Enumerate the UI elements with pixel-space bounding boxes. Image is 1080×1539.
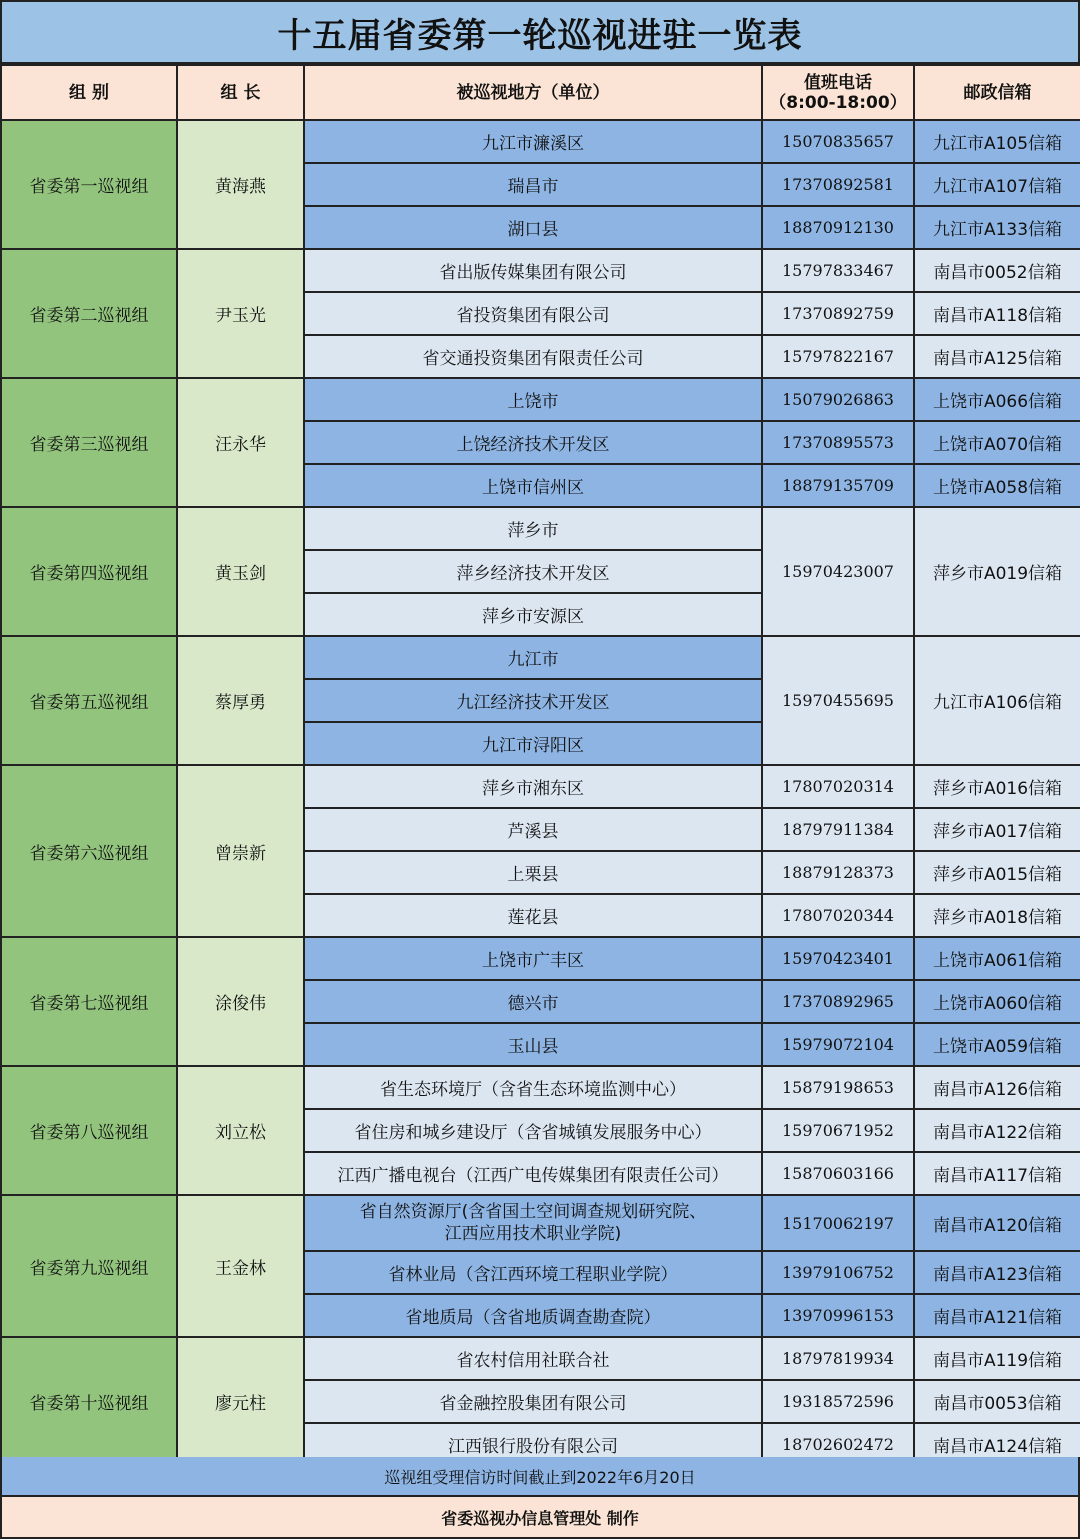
- table-row: [1, 507, 1080, 550]
- inspected-unit: [304, 120, 762, 163]
- postal-box: 萍乡市A016信箱: [914, 765, 1080, 808]
- postal-box: 萍乡市A019信箱: [914, 507, 1080, 636]
- inspected-unit: [304, 378, 762, 421]
- group-leader: 涂俊伟: [177, 937, 304, 1066]
- group-name: 省委第二巡视组: [1, 249, 177, 378]
- inspected-unit: [304, 808, 762, 851]
- page-title: 十五届省委第一轮巡视进驻一览表: [0, 0, 1080, 64]
- table-row: [1, 765, 1080, 808]
- inspected-unit-text: 九江市濂溪区: [482, 134, 584, 154]
- duty-phone: 15970671952: [762, 1109, 914, 1152]
- table-row: [1, 937, 1080, 980]
- inspected-unit-text: 瑞昌市: [507, 177, 559, 197]
- postal-box: 南昌市A121信箱: [914, 1294, 1080, 1337]
- inspected-unit-text: 九江经济技术开发区: [456, 693, 610, 713]
- table-row: [1, 249, 1080, 292]
- postal-box: 上饶市A060信箱: [914, 980, 1080, 1023]
- header-phone: [762, 65, 914, 120]
- table-row: [1, 378, 1080, 421]
- duty-phone: 15797833467: [762, 249, 914, 292]
- postal-box: 萍乡市A017信箱: [914, 808, 1080, 851]
- inspected-unit-text: 萍乡市湘东区: [482, 779, 584, 799]
- inspection-table: [0, 64, 1080, 1467]
- duty-phone: 18797911384: [762, 808, 914, 851]
- inspected-unit: [304, 1337, 762, 1380]
- inspected-unit-text: 上饶经济技术开发区: [456, 435, 610, 455]
- group-name: 省委第十巡视组: [1, 1337, 177, 1466]
- inspected-unit: [304, 335, 762, 378]
- inspected-unit-text-line2: 江西应用技术职业学院): [444, 1224, 622, 1244]
- group-leader: 黄海燕: [177, 120, 304, 249]
- duty-phone: 15970423007: [762, 507, 914, 636]
- postal-box: 南昌市0052信箱: [914, 249, 1080, 292]
- table-row: [1, 1066, 1080, 1109]
- duty-phone: 17370892759: [762, 292, 914, 335]
- duty-phone: 15870603166: [762, 1152, 914, 1195]
- duty-phone: 15970455695: [762, 636, 914, 765]
- inspected-unit: [304, 679, 762, 722]
- postal-box: 萍乡市A015信箱: [914, 851, 1080, 894]
- inspected-unit: [304, 894, 762, 937]
- inspected-unit: [304, 722, 762, 765]
- group-name: 省委第五巡视组: [1, 636, 177, 765]
- group-leader: 王金林: [177, 1195, 304, 1337]
- postal-box: 南昌市A123信箱: [914, 1251, 1080, 1294]
- inspected-unit-text: 上饶市信州区: [482, 478, 584, 498]
- inspected-unit-text: 萍乡经济技术开发区: [456, 564, 610, 584]
- group-name: 省委第六巡视组: [1, 765, 177, 937]
- inspected-unit: [304, 550, 762, 593]
- duty-phone: 15879198653: [762, 1066, 914, 1109]
- inspected-unit-text: 莲花县: [507, 908, 559, 928]
- inspected-unit: [304, 1152, 762, 1195]
- inspected-unit-text: 省自然资源厅(含省国土空间调查规划研究院、: [359, 1202, 707, 1222]
- inspected-unit-text: 省交通投资集团有限责任公司: [422, 349, 644, 369]
- inspected-unit: [304, 937, 762, 980]
- inspected-unit: [304, 1066, 762, 1109]
- inspected-unit-text: 江西银行股份有限公司: [448, 1437, 618, 1457]
- table-row: [1, 1195, 1080, 1251]
- postal-box: 南昌市A117信箱: [914, 1152, 1080, 1195]
- inspected-unit: [304, 636, 762, 679]
- group-leader: 汪永华: [177, 378, 304, 507]
- group-name: 省委第四巡视组: [1, 507, 177, 636]
- postal-box: 九江市A106信箱: [914, 636, 1080, 765]
- postal-box: 九江市A133信箱: [914, 206, 1080, 249]
- header-box: 邮政信箱: [914, 65, 1080, 120]
- inspected-unit: [304, 1251, 762, 1294]
- postal-box: 九江市A107信箱: [914, 163, 1080, 206]
- inspected-unit: [304, 163, 762, 206]
- inspected-unit: [304, 765, 762, 808]
- postal-box: 九江市A105信箱: [914, 120, 1080, 163]
- header-row: [1, 65, 1080, 120]
- postal-box: 上饶市A059信箱: [914, 1023, 1080, 1066]
- inspected-unit: [304, 1195, 762, 1251]
- header-phone-line2: （8:00-18:00）: [769, 92, 907, 113]
- group-name: 省委第一巡视组: [1, 120, 177, 249]
- postal-box: 南昌市0053信箱: [914, 1380, 1080, 1423]
- duty-phone: 13970996153: [762, 1294, 914, 1337]
- deadline-note: 巡视组受理信访时间截止到2022年6月20日: [0, 1457, 1080, 1497]
- inspected-unit: [304, 1023, 762, 1066]
- inspected-unit-text: 上栗县: [507, 865, 559, 885]
- duty-phone: 17370892965: [762, 980, 914, 1023]
- duty-phone: 15170062197: [762, 1195, 914, 1251]
- header-unit: 被巡视地方（单位）: [304, 65, 762, 120]
- duty-phone: 15070835657: [762, 120, 914, 163]
- group-name: 省委第三巡视组: [1, 378, 177, 507]
- postal-box: 南昌市A126信箱: [914, 1066, 1080, 1109]
- duty-phone: 18879135709: [762, 464, 914, 507]
- postal-box: 南昌市A118信箱: [914, 292, 1080, 335]
- inspected-unit-text: 萍乡市安源区: [482, 607, 584, 627]
- postal-box: 南昌市A119信箱: [914, 1337, 1080, 1380]
- duty-phone: 15970423401: [762, 937, 914, 980]
- postal-box: 上饶市A061信箱: [914, 937, 1080, 980]
- duty-phone: 18870912130: [762, 206, 914, 249]
- inspected-unit: [304, 249, 762, 292]
- inspected-unit-text: 省出版传媒集团有限公司: [439, 263, 627, 283]
- maker-credit: 省委巡视办信息管理处 制作: [0, 1497, 1080, 1539]
- inspected-unit: [304, 851, 762, 894]
- inspected-unit-text: 上饶市: [507, 392, 559, 412]
- header-phone-line1: 值班电话: [804, 72, 872, 93]
- inspected-unit-text: 省生态环境厅（含省生态环境监测中心）: [380, 1080, 686, 1100]
- header-group: 组 别: [1, 65, 177, 120]
- inspected-unit-text: 省投资集团有限公司: [456, 306, 610, 326]
- postal-box: 南昌市A120信箱: [914, 1195, 1080, 1251]
- group-name: 省委第九巡视组: [1, 1195, 177, 1337]
- group-name: 省委第七巡视组: [1, 937, 177, 1066]
- inspected-unit-text: 省林业局（含江西环境工程职业学院）: [388, 1265, 678, 1285]
- postal-box: 萍乡市A018信箱: [914, 894, 1080, 937]
- postal-box: 上饶市A070信箱: [914, 421, 1080, 464]
- inspected-unit: [304, 1380, 762, 1423]
- table-body: [1, 120, 1080, 1466]
- inspected-unit-text: 省地质局（含省地质调查勘查院）: [405, 1308, 661, 1328]
- duty-phone: 15979072104: [762, 1023, 914, 1066]
- group-leader: 廖元柱: [177, 1337, 304, 1466]
- inspected-unit: [304, 1294, 762, 1337]
- postal-box: 上饶市A058信箱: [914, 464, 1080, 507]
- inspected-unit-text: 省金融控股集团有限公司: [439, 1394, 627, 1414]
- postal-box: 南昌市A125信箱: [914, 335, 1080, 378]
- inspected-unit: [304, 421, 762, 464]
- inspected-unit: [304, 206, 762, 249]
- group-leader: 刘立松: [177, 1066, 304, 1195]
- inspected-unit-text: 玉山县: [507, 1037, 559, 1057]
- group-leader: 曾崇新: [177, 765, 304, 937]
- inspected-unit: [304, 507, 762, 550]
- group-name: 省委第八巡视组: [1, 1066, 177, 1195]
- duty-phone: 19318572596: [762, 1380, 914, 1423]
- duty-phone: 18702602472: [762, 1423, 914, 1466]
- inspected-unit-text: 江西广播电视台（江西广电传媒集团有限责任公司）: [337, 1166, 729, 1186]
- inspected-unit: [304, 980, 762, 1023]
- inspected-unit-text: 萍乡市: [507, 521, 559, 541]
- duty-phone: 18797819934: [762, 1337, 914, 1380]
- inspected-unit: [304, 593, 762, 636]
- header-leader: 组 长: [177, 65, 304, 120]
- inspected-unit-text: 省住房和城乡建设厅（含省城镇发展服务中心）: [354, 1123, 712, 1143]
- duty-phone: 13979106752: [762, 1251, 914, 1294]
- inspected-unit-text: 省农村信用社联合社: [456, 1351, 610, 1371]
- group-leader: 尹玉光: [177, 249, 304, 378]
- duty-phone: 18879128373: [762, 851, 914, 894]
- table-row: [1, 120, 1080, 163]
- postal-box: 上饶市A066信箱: [914, 378, 1080, 421]
- group-leader: 黄玉剑: [177, 507, 304, 636]
- inspected-unit-text: 芦溪县: [507, 822, 559, 842]
- inspected-unit: [304, 464, 762, 507]
- inspected-unit-text: 德兴市: [507, 994, 559, 1014]
- duty-phone: 15079026863: [762, 378, 914, 421]
- group-leader: 蔡厚勇: [177, 636, 304, 765]
- duty-phone: 15797822167: [762, 335, 914, 378]
- table-row: [1, 1337, 1080, 1380]
- postal-box: 南昌市A122信箱: [914, 1109, 1080, 1152]
- inspected-unit-text: 湖口县: [507, 220, 559, 240]
- duty-phone: 17370892581: [762, 163, 914, 206]
- inspected-unit: [304, 292, 762, 335]
- postal-box: 南昌市A124信箱: [914, 1423, 1080, 1466]
- duty-phone: 17807020314: [762, 765, 914, 808]
- inspected-unit-text: 上饶市广丰区: [482, 951, 584, 971]
- inspected-unit-text: 九江市: [507, 650, 559, 670]
- table-row: [1, 636, 1080, 679]
- inspected-unit-text: 九江市浔阳区: [482, 736, 584, 756]
- duty-phone: 17370895573: [762, 421, 914, 464]
- inspected-unit: [304, 1109, 762, 1152]
- duty-phone: 17807020344: [762, 894, 914, 937]
